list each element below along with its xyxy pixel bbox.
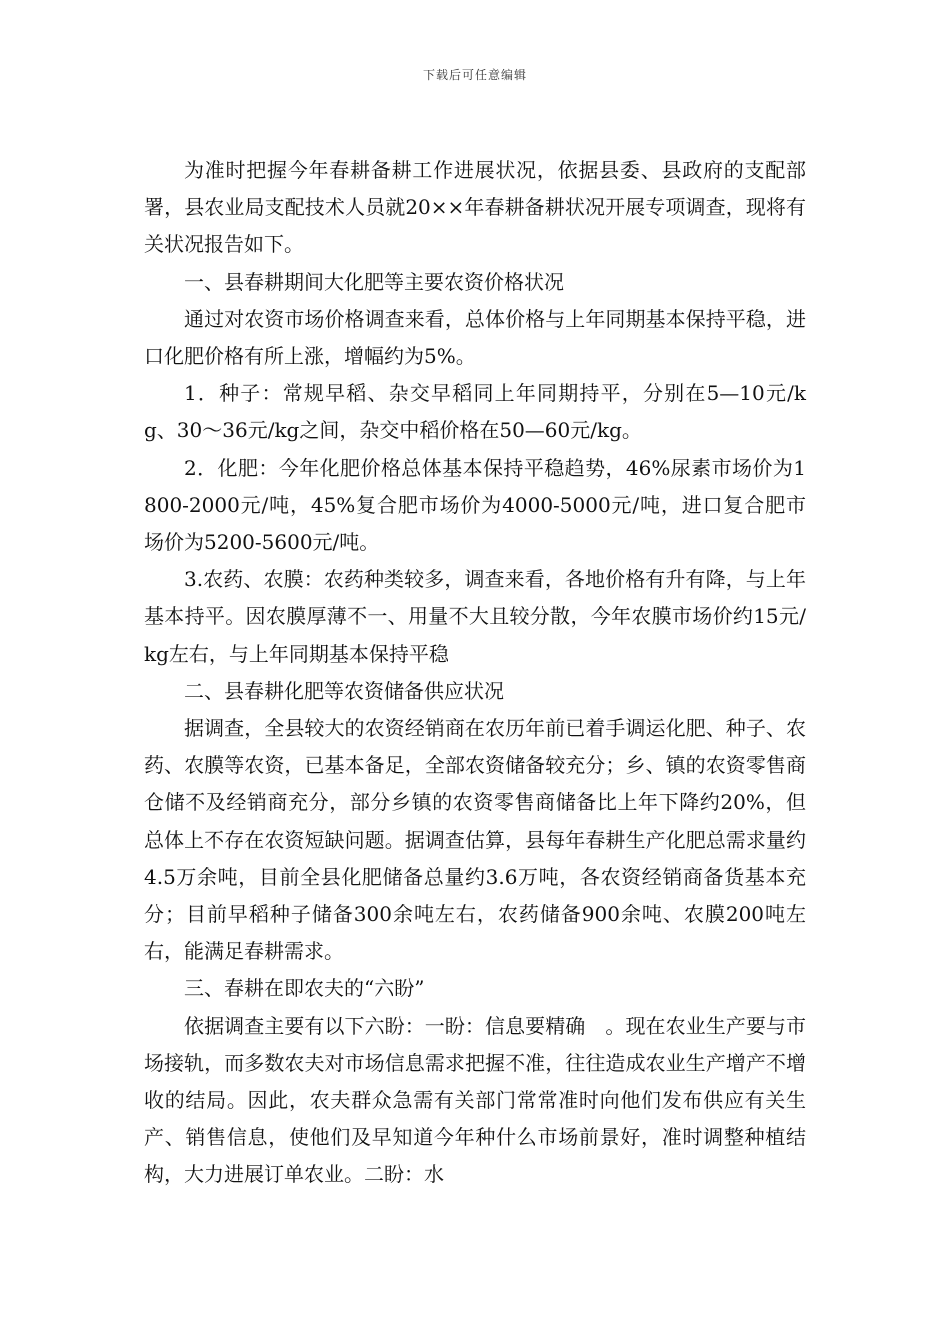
section-heading-1: 一、县春耕期间大化肥等主要农资价格状况 <box>184 269 564 294</box>
paragraph-intro: 为准时把握今年春耕备耕工作进展状况，依据县委、县政府的支配部署，县农业局支配技术人员就20××年春耕备耕状况开展专项调查，现将有关状况报告如下。 <box>144 158 806 257</box>
section-heading-2: 二、县春耕化肥等农资储备供应状况 <box>184 678 504 703</box>
section-heading-3: 三、春耕在即农夫的“六盼” <box>184 976 425 1001</box>
paragraph-price-overview: 通过对农资市场价格调查来看，总体价格与上年同期基本保持平稳，进口化肥价格有所上涨，增幅约为5%。 <box>144 306 806 369</box>
paragraph-six-hopes: 依据调查主要有以下六盼：一盼：信息要精确 。现在农业生产要与市场接轨，而多数农夫对市场信息需求把握不准，往往造成农业生产增产不增收的结局。因此，农夫群众急需有关部门常常准时向他们发布供应有关生产、销售信息，使他们及早知道今年种什么市场前景好，准时调整种植结构，大力进展订单农业。二盼：水 <box>144 1013 806 1187</box>
paragraph-seeds: 1．种子：常规早稻、杂交早稻同上年同期持平，分别在5—10元/kg、30～36元/kg之间，杂交中稻价格在50—60元/kg。 <box>144 381 806 443</box>
paragraph-pesticide-film: 3.农药、农膜：农药种类较多，调查来看，各地价格有升有降，与上年基本持平。因农膜厚薄不一、用量不大且较分散，今年农膜市场价约15元/kg左右，与上年同期基本保持平稳 <box>144 567 806 666</box>
paragraph-supply: 据调查，全县较大的农资经销商在农历年前已着手调运化肥、种子、农药、农膜等农资，已基本备足，全部农资储备较充分；乡、镇的农资零售商仓储不及经销商充分，部分乡镇的农资零售商储备比上年下降约20%，但总体上不存在农资短缺问题。据调查估算，县每年春耕生产化肥总需求量约4.5万余吨，目前全县化肥储备总量约3.6万吨，各农资经销商备货基本充分；目前早稻种子储备300余吨左右，农药储备900余吨、农膜200吨左右，能满足春耕需求。 <box>144 716 806 964</box>
header-note: 下载后可任意编辑 <box>422 68 527 82</box>
document-body <box>144 152 806 1194</box>
paragraph-fertilizer: 2．化肥：今年化肥价格总体基本保持平稳趋势，46%尿素市场价为1800-2000元/吨，45%复合肥市场价为4000-5000元/吨，进口复合肥市场价为5200-5600元/吨。 <box>144 455 806 555</box>
